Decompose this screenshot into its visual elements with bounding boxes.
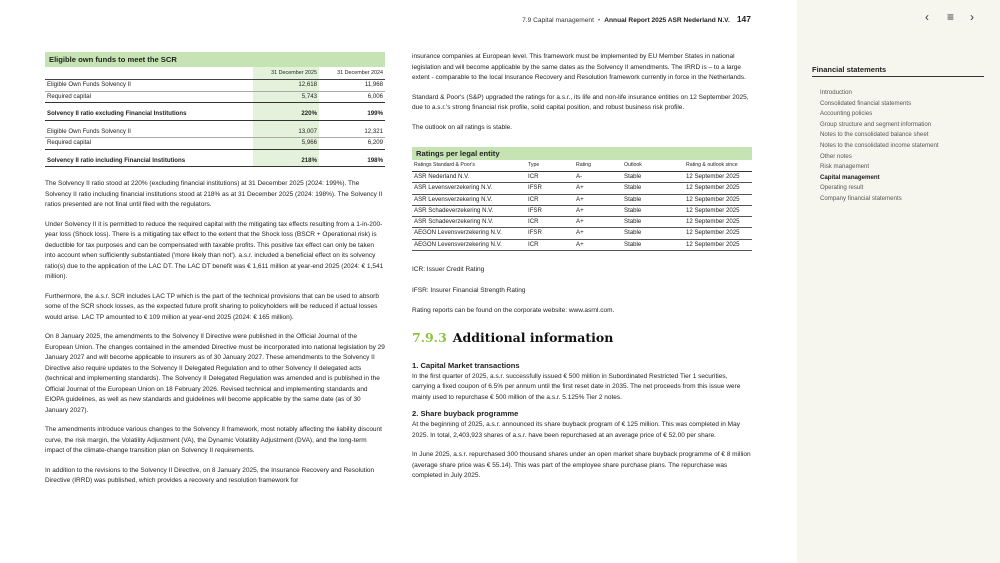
- row-value-2024: 6,209: [319, 138, 385, 150]
- row-label: Eligible Own Funds Solvency II: [45, 80, 253, 92]
- paragraph: The Solvency II ratio stood at 220% (excluding financial institutions) at 31 December 2025 (2024: 199%). The Solvency II ratio including financial institutions stood at 218% as at 31 December 2025 (2024: 198%). The Solvency II ratios presented are not final until filed with the regulators.: [45, 180, 383, 208]
- table-row: [412, 217, 752, 228]
- row-value-2025: 13,007: [253, 127, 319, 138]
- paragraph: Under Solvency II it is permitted to reduce the required capital with the mitigating tax effects resulting from a 1-in-200-year loss (Shock loss). There is a mitigating tax effect to the extent that the Shock loss (BSCR + Operational risk) is deductible for tax purposes and can be compensated with taxable profits. This positive tax effect can only be taken into account when sufficiently substantiated ('more likely than not'). a.s.r. included a beneficial effect on its solvency ratio(s) due to the application of the LAC DT. The LAC DT benefit was € 1,611 million at year-end 2025 (2024: € 1,541 million).: [45, 220, 384, 280]
- cell-entity: ASR Levensverzekering N.V.: [412, 183, 526, 194]
- sidebar-item-introduction[interactable]: Introduction: [820, 89, 852, 96]
- paragraph: Standard & Poor's (S&P) upgraded the ratings for a.s.r., its life and non-life insurance entities on 12 September 2025, due to a.s.r.'s strong financial risk profile, solid capital position, and robust business risk profile.: [412, 93, 749, 111]
- cell-rating: A+: [574, 228, 622, 239]
- cell-type: IFSR: [526, 183, 574, 194]
- table-row: [45, 80, 385, 92]
- header-section: 7.9 Capital management: [522, 17, 594, 24]
- row-label: Solvency II ratio excluding Financial Institutions: [45, 109, 253, 120]
- row-value-2025: 220%: [253, 109, 319, 120]
- cell-since: 12 September 2025: [684, 183, 752, 194]
- cell-entity: AEGON Levensverzekering N.V.: [412, 239, 526, 250]
- own-funds-table: [45, 67, 385, 167]
- table-row: [412, 172, 752, 183]
- row-value-2024: 198%: [319, 156, 385, 167]
- rating-note: ICR: Issuer Credit Rating: [412, 266, 485, 274]
- ratings-header-entity: Ratings Standard & Poor's: [412, 160, 526, 172]
- cell-since: 12 September 2025: [684, 172, 752, 183]
- sidebar-item-other-notes[interactable]: Other notes: [820, 152, 852, 160]
- sidebar-list: [820, 88, 939, 205]
- cell-entity: ASR Schadeverzekering N.V.: [412, 205, 526, 216]
- cell-rating: A+: [574, 239, 622, 250]
- ratings-header-row: [412, 160, 752, 172]
- header-separator: •: [597, 17, 601, 24]
- table-row: [412, 228, 752, 239]
- ratings-title: Ratings per legal entity: [412, 147, 752, 160]
- ratings-header-type: Type: [526, 160, 574, 172]
- rating-note: IFSR: Insurer Financial Strength Rating: [412, 286, 526, 294]
- paragraph: The amendments introduce various changes to the Solvency II framework, most notably affecting the liability discount curve, the risk margin, the Volatility Adjustment (VA), the Dynamic Volatility Adjustment (DVA), and the long-term impact of the climate-change transition plan on Solvency II requirements.: [45, 426, 382, 454]
- cell-rating: A+: [574, 194, 622, 205]
- row-value-2025: 218%: [253, 156, 319, 167]
- left-column: [45, 52, 385, 496]
- cell-since: 12 September 2025: [684, 217, 752, 228]
- sidebar-item-consolidated-financial-statements[interactable]: Consolidated financial statements: [820, 99, 912, 107]
- header-report: Annual Report 2025 ASR Nederland N.V.: [604, 17, 730, 24]
- ratings-table: [412, 160, 752, 251]
- cell-outlook: Stable: [622, 228, 684, 239]
- paragraph: Furthermore, the a.s.r. SCR includes LAC TP which is the part of the technical provisions that can be used to absorb some of the SCR shock losses, as the expected future profit sharing to policyholders will be reduced if actual losses would arise. LAC TP amounted to € 109 million at year-end 2025 (2024: € 165 million).: [45, 292, 379, 321]
- page-header: [522, 14, 751, 24]
- menu-icon[interactable]: ≡: [947, 10, 955, 24]
- table-row: [45, 127, 385, 138]
- cell-since: 12 September 2025: [684, 239, 752, 250]
- table-row: [412, 205, 752, 216]
- page-number: 147: [736, 14, 751, 24]
- own-funds-title: Eligible own funds to meet the SCR: [45, 52, 385, 67]
- table-row: [412, 239, 752, 250]
- cell-entity: ASR Schadeverzekering N.V.: [412, 217, 526, 228]
- paragraph: At the beginning of 2025, a.s.r. announced its share buyback program of € 125 million. This was completed in May 2025. In total, 2,403,923 shares of a.s.r. have been repurchased at an average price of € 52.00 per share.: [412, 421, 740, 439]
- own-funds-header-2025: 31 December 2025: [253, 67, 319, 80]
- table-row: [45, 91, 385, 103]
- sidebar-item-accounting-policies[interactable]: Accounting policies: [820, 110, 873, 118]
- ratings-header-rating: Rating: [574, 160, 622, 172]
- table-row: [412, 183, 752, 194]
- cell-type: ICR: [526, 194, 574, 205]
- row-value-2025: 5,743: [253, 91, 319, 103]
- row-label: Solvency II ratio including Financial Institutions: [45, 156, 253, 167]
- subsection-heading: 2. Share buyback programme: [412, 409, 519, 419]
- ratings-header-since: Rating & outlook since: [684, 160, 752, 172]
- rating-note: Rating reports can be found on the corporate website: www.asrnl.com.: [412, 307, 615, 315]
- cell-entity: AEGON Levensverzekering N.V.: [412, 228, 526, 239]
- cell-since: 12 September 2025: [684, 205, 752, 216]
- sidebar-item-risk-management[interactable]: Risk management: [820, 163, 870, 171]
- row-value-2025: 5,966: [253, 138, 319, 150]
- row-label: Required capital: [45, 91, 253, 103]
- cell-type: ICR: [526, 172, 574, 183]
- sidebar-item-income-statement-notes[interactable]: Notes to the consolidated income statement: [820, 141, 939, 149]
- row-value-2024: 12,321: [319, 127, 385, 138]
- row-value-2024: 6,006: [319, 91, 385, 103]
- section-title-text: Additional information: [452, 329, 614, 345]
- sidebar: [797, 0, 1000, 563]
- paragraph: In addition to the revisions to the Solvency II Directive, on 8 January 2025, the Insurance Recovery and Resolution Directive (IRRD) was published, which provides a recovery and resolution framework for: [45, 466, 375, 484]
- cell-outlook: Stable: [622, 183, 684, 194]
- cell-type: ICR: [526, 217, 574, 228]
- cell-entity: ASR Nederland N.V.: [412, 172, 526, 183]
- subsection-heading: 1. Capital Market transactions: [412, 360, 520, 370]
- sidebar-item-group-structure[interactable]: Group structure and segment information: [820, 120, 932, 128]
- cell-outlook: Stable: [622, 205, 684, 216]
- next-page-icon[interactable]: ›: [970, 10, 974, 24]
- table-row: [45, 109, 385, 120]
- cell-rating: A+: [574, 183, 622, 194]
- sidebar-item-capital-management[interactable]: Capital management: [820, 173, 880, 181]
- row-label: Eligible Own Funds Solvency II: [45, 127, 253, 138]
- table-row: [45, 156, 385, 167]
- row-value-2024: 199%: [319, 109, 385, 120]
- row-value-2024: 11,968: [319, 80, 385, 92]
- row-value-2025: 12,618: [253, 80, 319, 92]
- cell-rating: A+: [574, 205, 622, 216]
- own-funds-header-2024: 31 December 2024: [319, 67, 385, 80]
- section-number: 7.9.3: [412, 329, 447, 345]
- cell-since: 12 September 2025: [684, 194, 752, 205]
- sidebar-item-balance-sheet-notes[interactable]: Notes to the consolidated balance sheet: [820, 131, 929, 139]
- cell-outlook: Stable: [622, 194, 684, 205]
- paragraph: The outlook on all ratings is stable.: [412, 123, 513, 131]
- cell-outlook: Stable: [622, 172, 684, 183]
- cell-entity: ASR Levensverzekering N.V.: [412, 194, 526, 205]
- sidebar-title[interactable]: Financial statements: [812, 65, 984, 77]
- right-column: [412, 52, 752, 491]
- cell-rating: A+: [574, 217, 622, 228]
- cell-rating: A-: [574, 172, 622, 183]
- cell-since: 12 September 2025: [684, 228, 752, 239]
- paragraph: insurance companies at European level. This framework must be implemented by EU Member States in national legislation and will become applicable by the same dates as the Solvency II amendments. The IRRD is – to a large extent - comparable to the local Insurance Recovery and Resolution framework currently in force in the Netherlands.: [412, 53, 746, 81]
- own-funds-header-label: [45, 67, 253, 80]
- sidebar-item-company-financial-statements[interactable]: Company financial statements: [820, 194, 902, 202]
- paragraph: In June 2025, a.s.r. repurchased 300 thousand shares under an open market share buyback programme of € 8 million (average share price was € 55.14). This was part of the employee share purchase plans. The repurchase was completed in July 2025.: [412, 451, 751, 480]
- row-label: Required capital: [45, 138, 253, 150]
- table-row: [412, 194, 752, 205]
- cell-outlook: Stable: [622, 217, 684, 228]
- sidebar-item-operating-result[interactable]: Operating result: [820, 184, 864, 192]
- table-row: [45, 138, 385, 150]
- cell-type: IFSR: [526, 205, 574, 216]
- cell-outlook: Stable: [622, 239, 684, 250]
- cell-type: IFSR: [526, 228, 574, 239]
- previous-page-icon[interactable]: ‹: [925, 10, 929, 24]
- paragraph: In the first quarter of 2025, a.s.r. successfully issued € 500 million in Subordinated Restricted Tier 1 securities, carrying a fixed coupon of 6.5% per annum until the first reset date in 2035. The net proceeds from this issue were mainly used to repurchase € 500 million of the a.s.r. 5.125% Tier 2 notes.: [412, 372, 741, 401]
- paragraph: On 8 January 2025, the amendments to the Solvency II Directive were published in the Official Journal of the European Union. The changes contained in the amended Directive must be incorporated into national legislation by 29 January 2027 and will become applicable to insurers as of 30 January 2027. These amendments to the Solvency II Directive also require updates to the Solvency II Delegated Regulation and to other Solvency II delegated acts (technical and implementing standards). The Solvency II Delegated Regulation was amended and is published in the Official Journal of the European Union on 18 February 2026. Revised technical and implementing standards and EIOPA guidelines, as well as new standards and guidelines will become applicable by the same date (as of 30 January 2027).: [45, 333, 385, 414]
- section-title: [412, 330, 752, 345]
- cell-type: ICR: [526, 239, 574, 250]
- ratings-header-outlook: Outlook: [622, 160, 684, 172]
